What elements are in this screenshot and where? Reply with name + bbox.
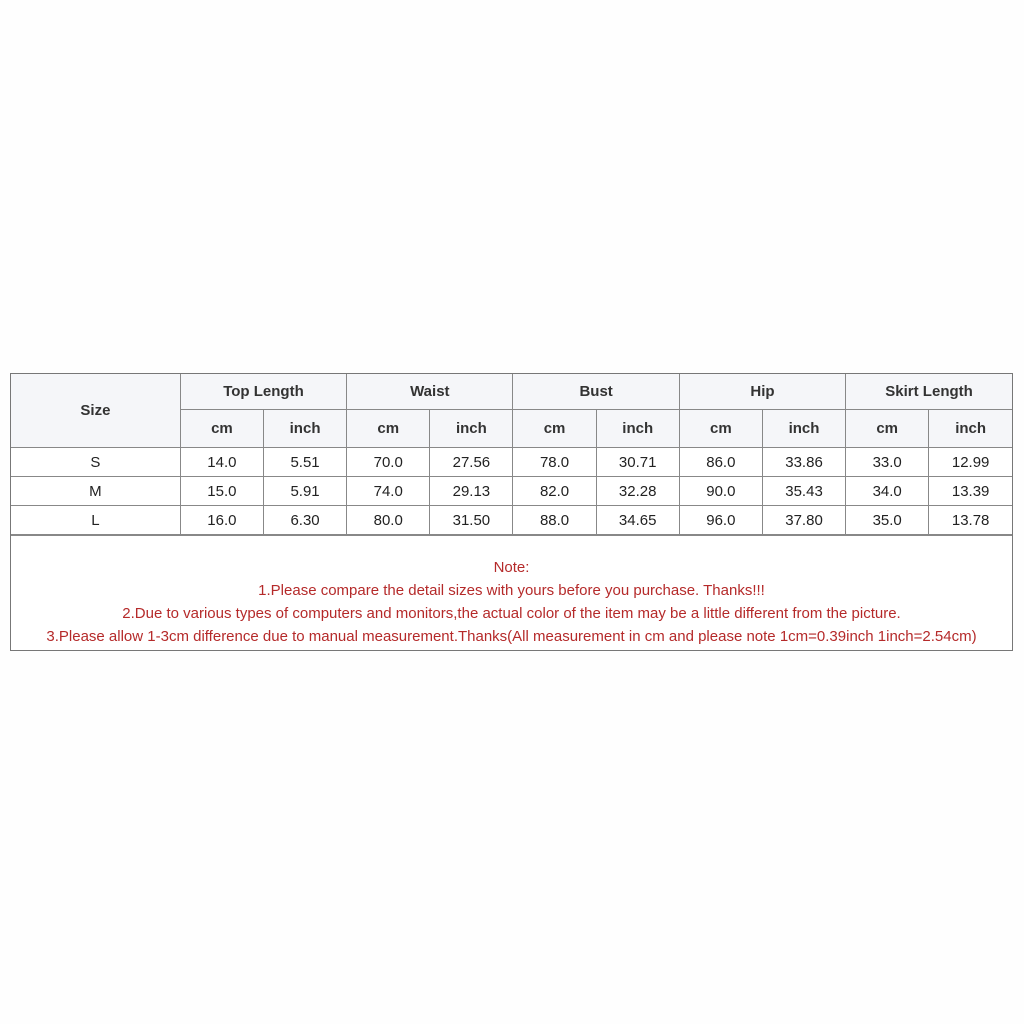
- table-cell: 29.13: [430, 477, 513, 506]
- notes-section: [11, 535, 1012, 650]
- table-cell: 16.0: [180, 506, 263, 535]
- group-header-skirt-length: Skirt Length: [846, 374, 1012, 410]
- table-cell: 35.0: [846, 506, 929, 535]
- unit-header-inch: inch: [596, 410, 679, 448]
- table-row: [11, 477, 1012, 506]
- table-cell: 12.99: [929, 448, 1012, 477]
- table-cell: 33.86: [762, 448, 845, 477]
- size-header: Size: [11, 374, 180, 448]
- group-header-bust: Bust: [513, 374, 679, 410]
- size-chart: [10, 373, 1013, 651]
- table-cell: 37.80: [762, 506, 845, 535]
- table-cell: 34.65: [596, 506, 679, 535]
- table-cell: 34.0: [846, 477, 929, 506]
- group-header-waist: Waist: [347, 374, 513, 410]
- table-cell: 35.43: [762, 477, 845, 506]
- table-cell: 86.0: [679, 448, 762, 477]
- unit-header-inch: inch: [430, 410, 513, 448]
- table-cell: 14.0: [180, 448, 263, 477]
- table-cell: 13.39: [929, 477, 1012, 506]
- table-cell: 30.71: [596, 448, 679, 477]
- table-cell: 96.0: [679, 506, 762, 535]
- group-header-hip: Hip: [679, 374, 845, 410]
- table-cell: 32.28: [596, 477, 679, 506]
- table-cell: 74.0: [347, 477, 430, 506]
- size-cell: M: [11, 477, 180, 506]
- unit-header-inch: inch: [929, 410, 1012, 448]
- table-row: [11, 506, 1012, 535]
- table-cell: 82.0: [513, 477, 596, 506]
- unit-header-cm: cm: [180, 410, 263, 448]
- unit-header-cm: cm: [513, 410, 596, 448]
- unit-header-inch: inch: [263, 410, 346, 448]
- table-cell: 80.0: [347, 506, 430, 535]
- table-cell: 13.78: [929, 506, 1012, 535]
- size-cell: L: [11, 506, 180, 535]
- size-cell: S: [11, 448, 180, 477]
- unit-header-cm: cm: [347, 410, 430, 448]
- table-cell: 31.50: [430, 506, 513, 535]
- table-cell: 15.0: [180, 477, 263, 506]
- size-table: [11, 374, 1012, 535]
- table-cell: 70.0: [347, 448, 430, 477]
- table-row: [11, 448, 1012, 477]
- table-cell: 90.0: [679, 477, 762, 506]
- table-cell: 78.0: [513, 448, 596, 477]
- note-line: 2.Due to various types of computers and monitors,the actual color of the item may be a little different from the picture.: [122, 605, 901, 622]
- note-title: Note:: [493, 559, 530, 576]
- table-cell: 5.91: [263, 477, 346, 506]
- note-line: 1.Please compare the detail sizes with yours before you purchase. Thanks!!!: [258, 582, 765, 599]
- table-cell: 27.56: [430, 448, 513, 477]
- header-row-groups: [11, 374, 1012, 410]
- unit-header-cm: cm: [679, 410, 762, 448]
- table-cell: 6.30: [263, 506, 346, 535]
- table-cell: 5.51: [263, 448, 346, 477]
- note-line: 3.Please allow 1-3cm difference due to manual measurement.Thanks(All measurement in cm and please note 1cm=0.39inch 1inch=2.54cm): [46, 628, 977, 645]
- table-cell: 33.0: [846, 448, 929, 477]
- unit-header-cm: cm: [846, 410, 929, 448]
- table-cell: 88.0: [513, 506, 596, 535]
- unit-header-inch: inch: [762, 410, 845, 448]
- group-header-top-length: Top Length: [180, 374, 346, 410]
